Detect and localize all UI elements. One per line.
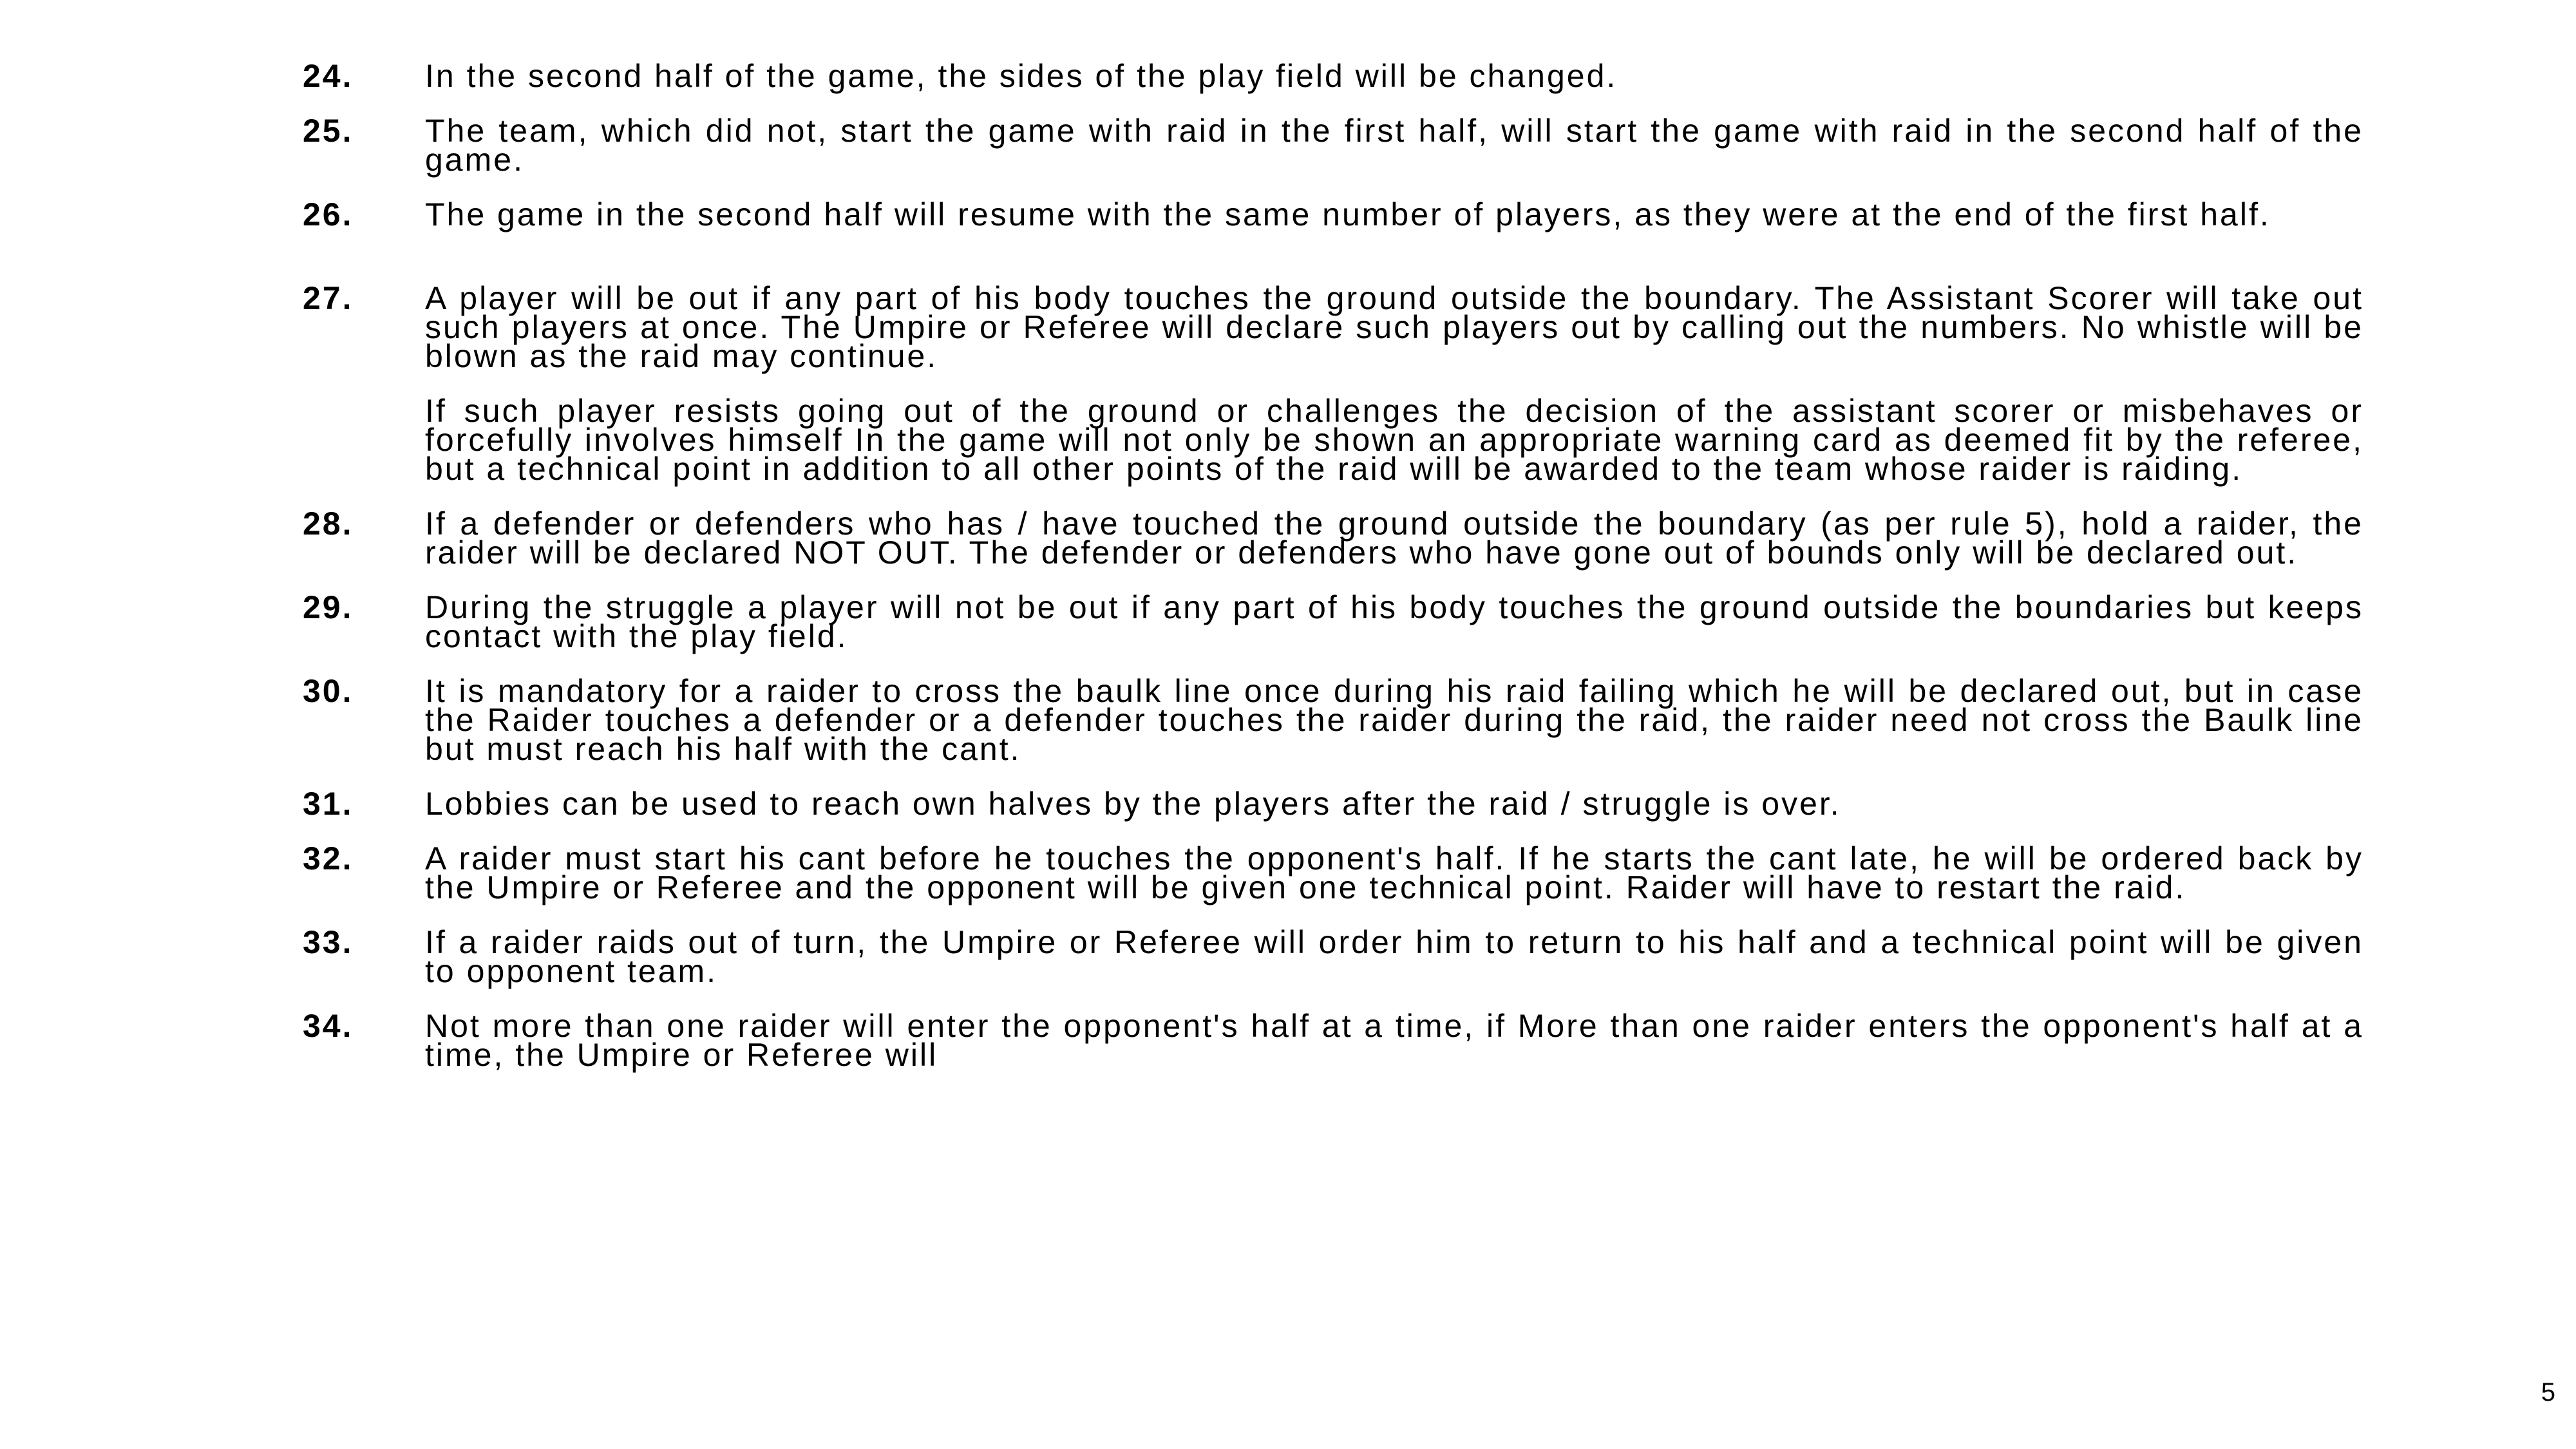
rule-item [303, 589, 2363, 654]
rule-paragraph: If such player resists going out of the ground or challenges the decision of the assistant scorer or misbehaves or forcefully involves himself In the game will not only be shown an appropriate warning card as deemed fit by the referee, but a technical point in addition to all other points of the raid will be awarded to the team whose raider is raiding. [425, 393, 2363, 487]
rule-content [425, 673, 2363, 767]
rule-content [425, 840, 2363, 905]
rule-item [303, 673, 2363, 767]
rule-content [425, 1008, 2363, 1073]
rule-number: 24. [303, 58, 354, 94]
rule-content [425, 280, 2363, 487]
rule-paragraph: The team, which did not, start the game with raid in the first half, will start the game with raid in the second half of the game. [425, 113, 2363, 178]
rule-paragraph: If a defender or defenders who has / have touched the ground outside the boundary (as per rule 5), hold a raider, the raider will be declared NOT OUT. The defender or defenders who have gone out of bounds only will be declared out. [425, 506, 2363, 571]
rule-content [425, 506, 2363, 571]
page-number: 5 [2541, 1378, 2555, 1406]
rule-content [425, 58, 2363, 94]
rule-content [425, 589, 2363, 654]
rules-list [303, 58, 2363, 1073]
rule-item [303, 113, 2363, 178]
rule-number: 30. [303, 673, 354, 709]
rule-number: 33. [303, 924, 354, 960]
rule-content [425, 924, 2363, 989]
rule-content [425, 113, 2363, 178]
rule-paragraph: During the struggle a player will not be out if any part of his body touches the ground outside the boundaries but keeps contact with the play field. [425, 589, 2363, 654]
rule-content [425, 786, 2363, 822]
rule-paragraph: A player will be out if any part of his body touches the ground outside the boundary. The Assistant Scorer will take out such players at once. The Umpire or Referee will declare such players out by calling out the numbers. No whistle will be blown as the raid may continue. [425, 280, 2363, 374]
rule-item [303, 196, 2363, 232]
rule-content [425, 196, 2363, 232]
rule-number: 32. [303, 840, 354, 876]
rule-paragraph: If a raider raids out of turn, the Umpire or Referee will order him to return to his half and a technical point will be given to opponent team. [425, 924, 2363, 989]
rule-paragraph: Not more than one raider will enter the opponent's half at a time, if More than one raider enters the opponent's half at a time, the Umpire or Referee will [425, 1008, 2363, 1073]
rule-item [303, 58, 2363, 94]
rule-paragraph: It is mandatory for a raider to cross the baulk line once during his raid failing which he will be declared out, but in case the Raider touches a defender or a defender touches the raider during the raid, the raider need not cross the Baulk line but must reach his half with the cant. [425, 673, 2363, 767]
rule-number: 25. [303, 113, 354, 149]
rule-paragraph: In the second half of the game, the sides of the play field will be changed. [425, 58, 1618, 94]
rule-number: 26. [303, 196, 354, 232]
rule-paragraph: Lobbies can be used to reach own halves by the players after the raid / struggle is over. [425, 786, 1841, 822]
rule-item [303, 786, 2363, 822]
rule-number: 27. [303, 280, 354, 316]
rule-item [303, 840, 2363, 905]
rule-number: 34. [303, 1008, 354, 1044]
rule-item [303, 1008, 2363, 1073]
rule-item [303, 506, 2363, 571]
rule-item [303, 280, 2363, 487]
rule-item [303, 924, 2363, 989]
rule-paragraph: A raider must start his cant before he touches the opponent's half. If he starts the cant late, he will be ordered back by the Umpire or Referee and the opponent will be given one technical point. Raider will have to restart the raid. [425, 840, 2363, 905]
rule-number: 29. [303, 589, 354, 625]
rule-paragraph: The game in the second half will resume with the same number of players, as they were at the end of the first half. [425, 196, 2271, 232]
rule-number: 31. [303, 786, 354, 822]
rule-number: 28. [303, 506, 354, 542]
